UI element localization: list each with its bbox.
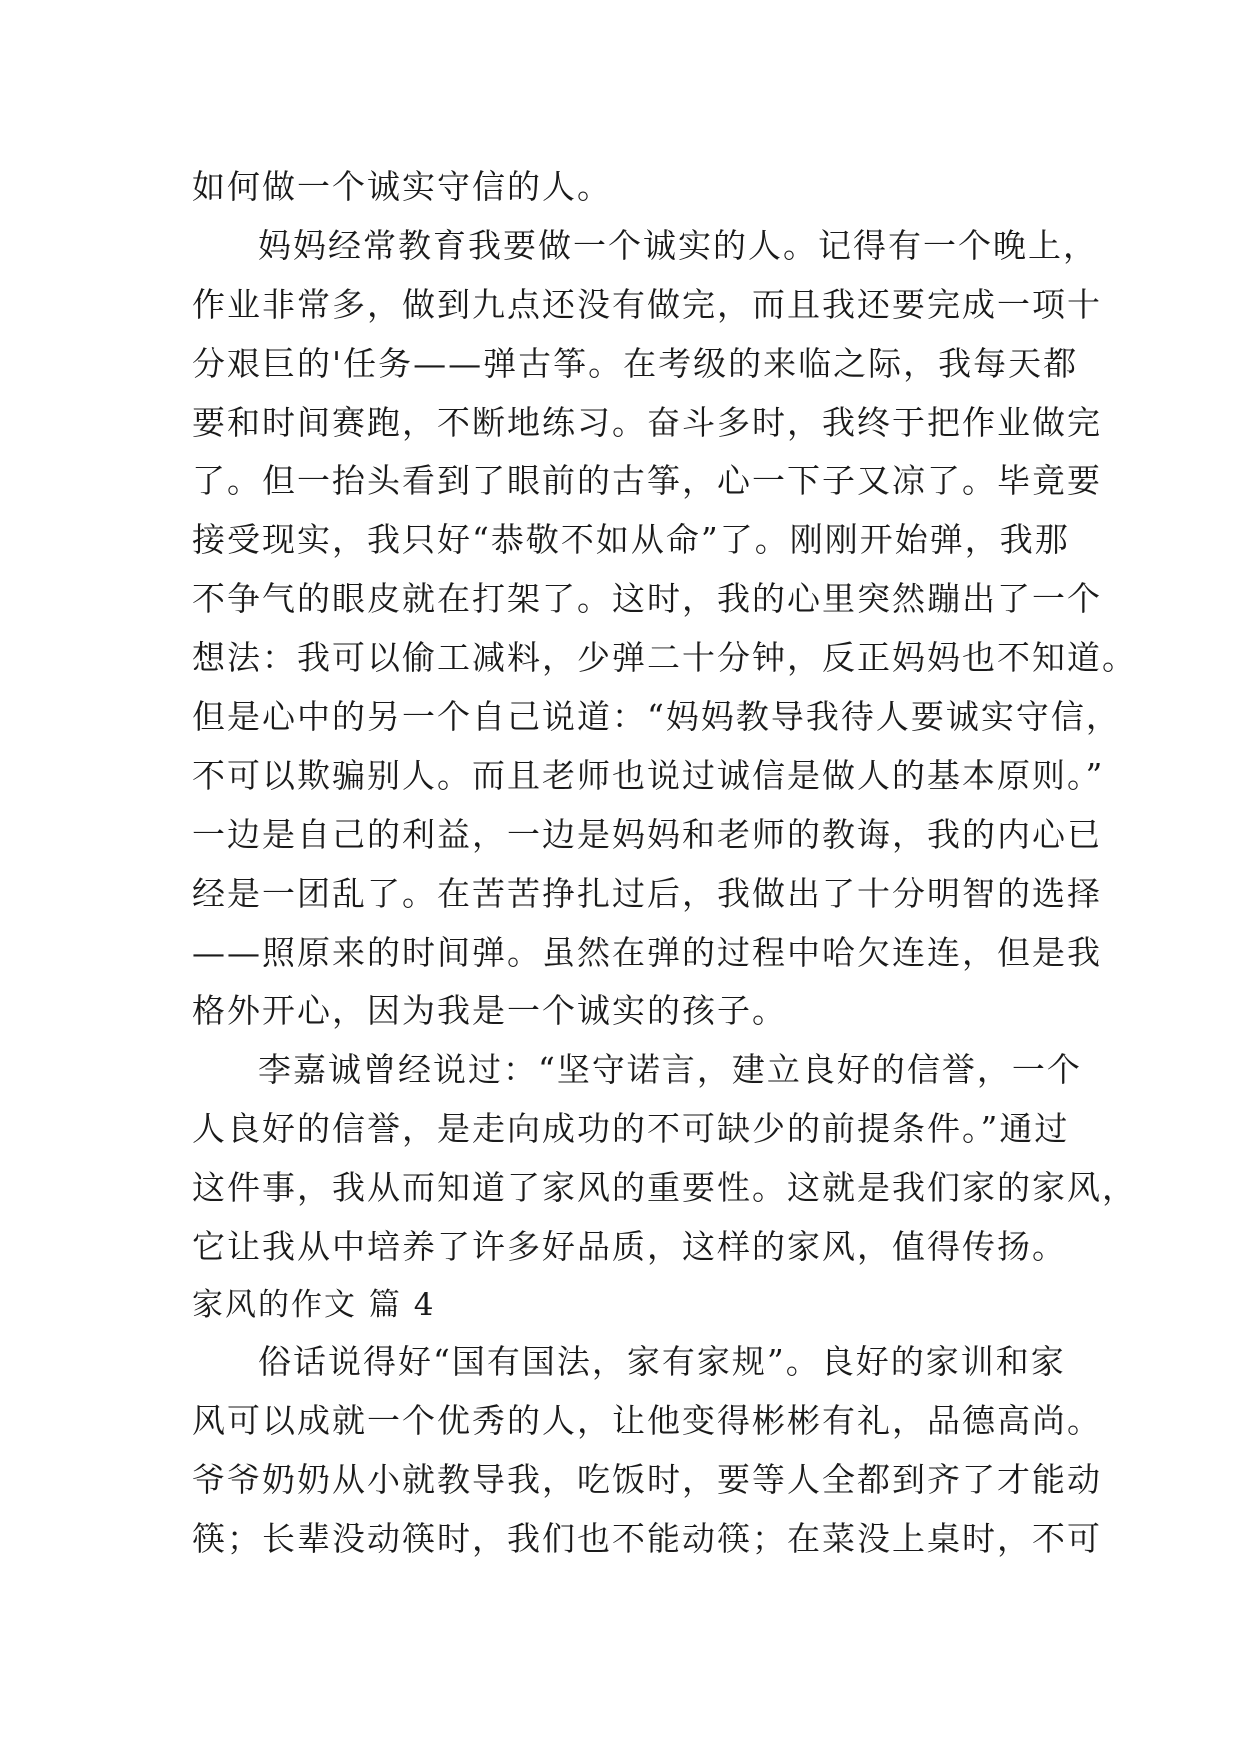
paragraph-line: 了。但一抬头看到了眼前的古筝，心一下子又凉了。毕竟要 bbox=[192, 461, 1102, 501]
paragraph-line: 不可以欺骗别人。而且老师也说过诚信是做人的基本原则。” bbox=[192, 755, 1105, 795]
paragraph-line: 接受现实，我只好“恭敬不如从命”了。刚刚开始弹，我那 bbox=[192, 520, 1070, 560]
paragraph-line: 但是心中的另一个自己说道：“妈妈教导我待人要诚实守信， bbox=[192, 697, 1121, 737]
paragraph-line: 不争气的眼皮就在打架了。这时，我的心里突然蹦出了一个 bbox=[192, 579, 1102, 619]
paragraph-line: 爷爷奶奶从小就教导我，吃饭时，要等人全都到齐了才能动 bbox=[192, 1459, 1102, 1499]
paragraph-line: 要和时间赛跑，不断地练习。奋斗多时，我终于把作业做完 bbox=[192, 402, 1102, 442]
paragraph-line: 风可以成就一个优秀的人，让他变得彬彬有礼，品德高尚。 bbox=[192, 1400, 1102, 1440]
paragraph-line: 如何做一个诚实守信的人。 bbox=[192, 167, 612, 206]
paragraph-line: 它让我从中培养了许多好品质，这样的家风，值得传扬。 bbox=[192, 1227, 1067, 1267]
paragraph-line: 想法：我可以偷工减料，少弹二十分钟，反正妈妈也不知道。 bbox=[192, 638, 1137, 678]
paragraph-line: 格外开心，因为我是一个诚实的孩子。 bbox=[192, 991, 787, 1031]
paragraph-first-line: 俗话说得好“国有国法，家有家规”。良好的家训和家 bbox=[258, 1341, 1066, 1381]
paragraph-line: 经是一团乱了。在苦苦挣扎过后，我做出了十分明智的选择 bbox=[192, 873, 1102, 913]
paragraph-first-line: 妈妈经常教育我要做一个诚实的人。记得有一个晚上， bbox=[258, 225, 1098, 265]
paragraph-line: 这件事，我从而知道了家风的重要性。这就是我们家的家风， bbox=[192, 1168, 1137, 1208]
paragraph-first-line: 李嘉诚曾经说过：“坚守诺言，建立良好的信誉，一个 bbox=[258, 1050, 1082, 1090]
paragraph-line: 人良好的信誉，是走向成功的不可缺少的前提条件。”通过 bbox=[192, 1109, 1070, 1149]
essay-text bbox=[192, 158, 1137, 1568]
section-heading: 家风的作文 篇 4 bbox=[192, 1286, 436, 1323]
paragraph-line: 一边是自己的利益，一边是妈妈和老师的教诲，我的内心已 bbox=[192, 814, 1102, 854]
paragraph-line: ——照原来的时间弹。虽然在弹的过程中哈欠连连，但是我 bbox=[192, 932, 1102, 972]
paragraph-line: 分艰巨的'任务——弹古筝。在考级的来临之际，我每天都 bbox=[192, 343, 1079, 383]
paragraph-line: 筷；长辈没动筷时，我们也不能动筷；在菜没上桌时，不可 bbox=[192, 1518, 1102, 1558]
paragraph-line: 作业非常多，做到九点还没有做完，而且我还要完成一项十 bbox=[192, 284, 1102, 324]
